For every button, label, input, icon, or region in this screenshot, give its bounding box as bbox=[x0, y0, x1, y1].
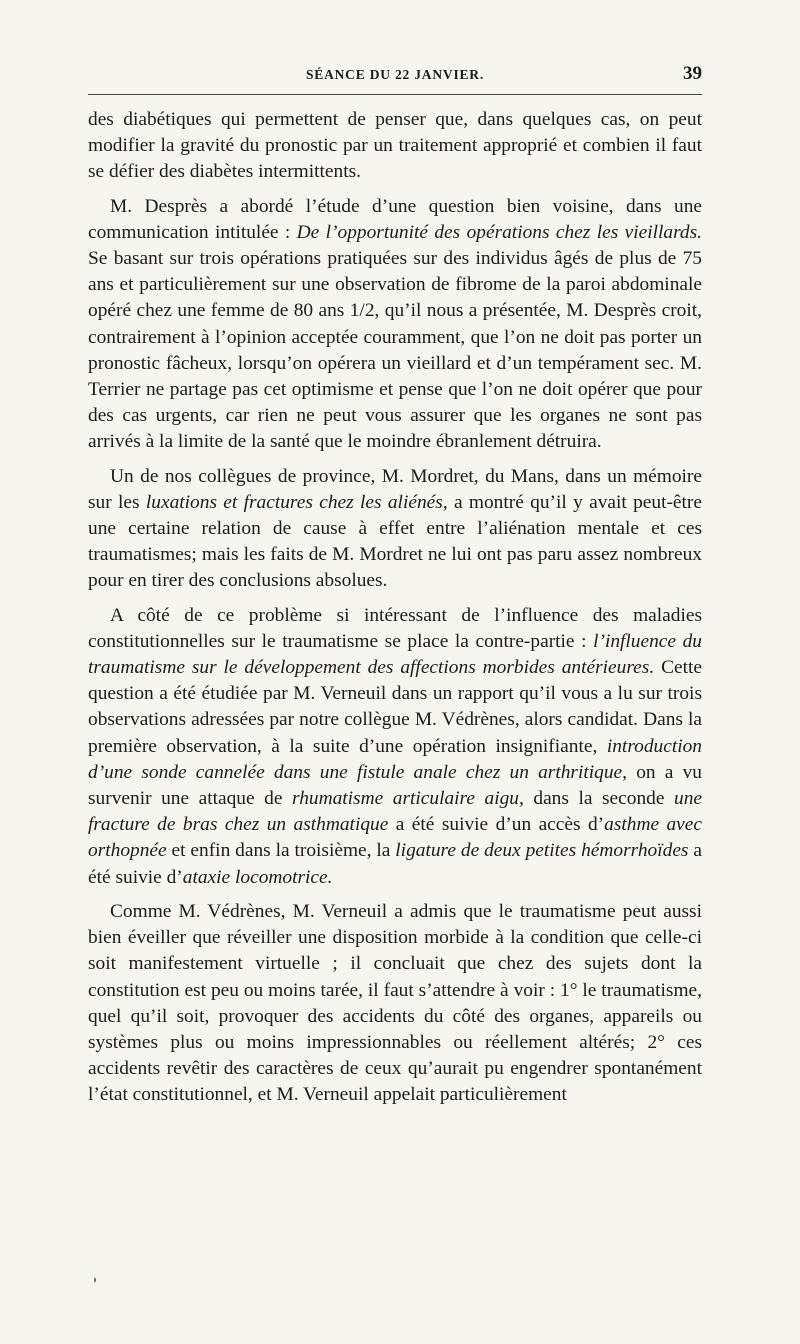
paragraph-4-italic-3: rhumatisme articulaire aigu, bbox=[292, 788, 524, 810]
print-speck bbox=[94, 1278, 96, 1282]
paragraph-4-italic-5: asthme avec orthopnée bbox=[88, 814, 703, 862]
paragraph-4-text-1: A côté de ce problème si intéressant de l’influence des maladies constitutionnelles sur le traumatisme se place la contre-partie : bbox=[88, 604, 702, 652]
paragraph-3-text-1: Un de nos collègues de province, M. Mordret, du Mans, dans un mémoire sur les bbox=[88, 465, 702, 513]
paragraph-1-text: des diabétiques qui permettent de penser que, dans quelques cas, on peut modifier la gravité du pronostic par un traitement approprié et combien il faut se défier des diabètes intermittents. bbox=[88, 109, 702, 183]
paragraph-4-text-4: dans la seconde bbox=[523, 788, 674, 810]
paragraph-4-text-7: a été suivie d’ bbox=[88, 840, 702, 888]
paragraph-4-italic-6: ligature de deux petites hémorrhoïdes bbox=[395, 840, 689, 862]
paragraph-4-italic-7: ataxie locomotrice. bbox=[182, 866, 333, 888]
paragraph-4-italic-2: introduction d’une sonde cannelée dans une fistule anale chez un arthritique, bbox=[88, 735, 702, 783]
running-title: SÉANCE DU 22 JANVIER. bbox=[305, 67, 485, 82]
page-number: 39 bbox=[683, 63, 702, 84]
running-header bbox=[88, 60, 702, 88]
paragraph-2 bbox=[88, 194, 702, 456]
paragraph-4-italic-1: l’influence du traumatisme sur le développement des affections morbides antérieures. bbox=[88, 630, 702, 679]
paragraph-1 bbox=[88, 107, 702, 186]
paragraph-5-text: Comme M. Védrènes, M. Verneuil a admis que le traumatisme peut aussi bien éveiller que réveiller une disposition morbide à la condition que celle-ci soit manifestement virtuelle ; il concluait que chez des sujets dont la constitution est peu ou moins tarée, il faut s’attendre à voir : 1° le traumatisme, quel qu’il soit, provoquer des accidents du côté des organes, appareils ou systèmes plus ou moins impressionnables ou réellement altérés; 2° ces accidents revêtir des caractères de ceux qu’aurait pu engendrer spontanément l’état constitutionnel, et M. Verneuil appelait particulièrement bbox=[88, 900, 702, 1106]
paragraph-4-text-3: on a vu survenir une attaque de bbox=[88, 761, 702, 810]
paragraph-2-text-1: M. Desprès a abordé l’étude d’une question bien voisine, dans une communication intitulée : bbox=[88, 195, 702, 243]
paragraph-5 bbox=[88, 899, 702, 1109]
paragraph-4 bbox=[88, 603, 702, 891]
body-text bbox=[88, 107, 702, 1109]
paragraph-3-italic-title: luxations et fractures chez les aliénés, bbox=[145, 491, 448, 513]
paragraph-2-italic-title: De l’opportunité des opérations chez les vieillards. bbox=[296, 221, 702, 243]
paragraph-3 bbox=[88, 464, 702, 595]
paragraph-4-italic-4: une fracture de bras chez un asthmatique bbox=[88, 788, 702, 836]
paragraph-4-text-6: et enfin dans la troisième, la bbox=[166, 840, 396, 862]
paragraph-4-text-5: a été suivie d’un accès d’ bbox=[388, 814, 605, 836]
paragraph-2-text-2: Se basant sur trois opérations pratiquées sur des individus âgés de plus de 75 ans et particulièrement sur une observation de fibrome de la paroi abdominale opéré chez une femme de 80 ans 1/2, qu’il nous a présentée, M. Desprès croit, contrairement à l’opinion acceptée couramment, que l’on ne doit pas porter un pronostic fâcheux, lorsqu’on opérera un vieillard et d’un tempérament sec. M. Terrier ne partage pas cet optimisme et pense que l’on ne doit opérer que pour des cas urgents, car rien ne peut vous assurer que les organes ne sont pas arrivés à la limite de la santé que le moindre ébranlement détruira. bbox=[88, 248, 702, 453]
header-rule bbox=[88, 94, 702, 95]
paragraph-4-text-2: Cette question a été étudiée par M. Verneuil dans un rapport qu’il vous a lu sur trois observations adressées par notre collègue M. Védrènes, alors candidat. Dans la première observation, à la suite d’une opération insignifiante, bbox=[88, 657, 702, 757]
paragraph-3-text-2: a montré qu’il y avait peut-être une certaine relation de cause à effet entre l’aliénation mentale et ces traumatismes; mais les faits de M. Mordret ne lui ont pas paru assez nombreux pour en tirer des conclusions absolues. bbox=[88, 491, 702, 592]
